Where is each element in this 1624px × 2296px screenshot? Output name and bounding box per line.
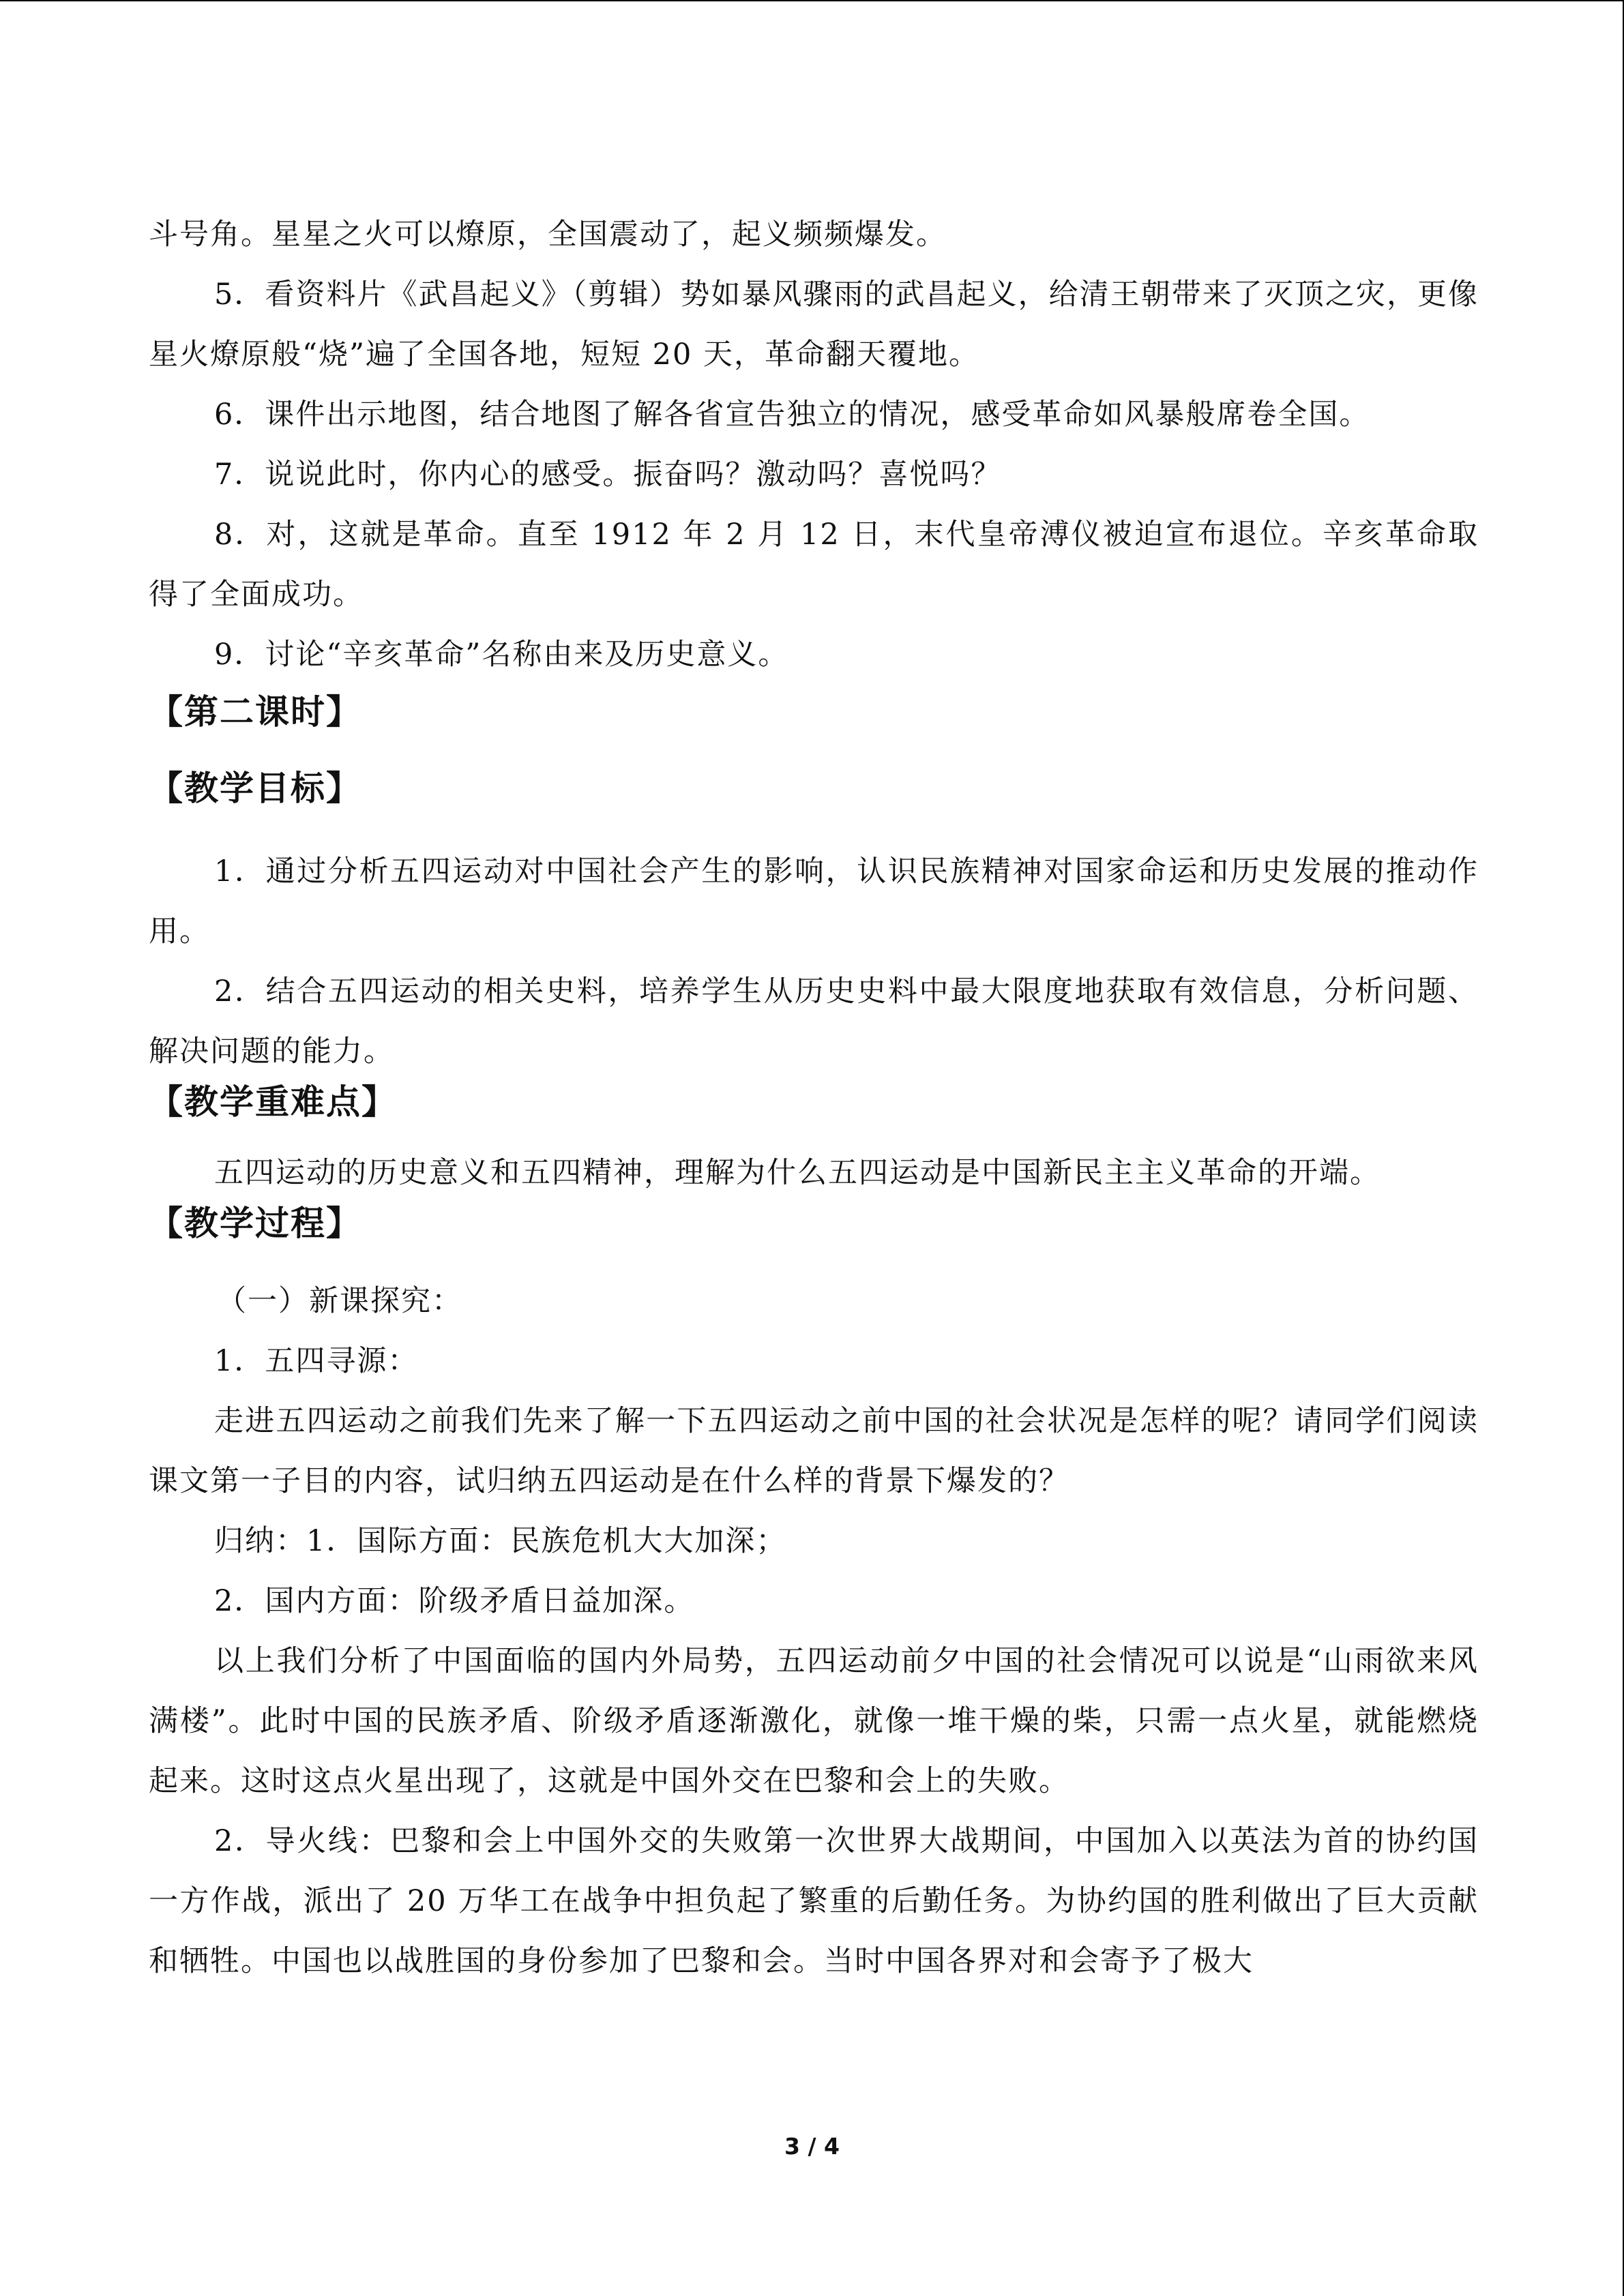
- paragraph-item-6: 6．课件出示地图，结合地图了解各省宣告独立的情况，感受革命如风暴般席卷全国。: [214, 398, 1370, 432]
- heading-second-lesson: 【第二课时】: [149, 692, 361, 732]
- paragraph-item-8: 8．对，这就是革命。直至 1912 年 2 月 12 日，末代皇帝溥仪被迫宣布退位。辛亥革命取得了全面成功。: [149, 518, 1479, 612]
- heading-teaching-goals: 【教学目标】: [149, 769, 361, 808]
- process-item-1: 1．五四寻源：: [214, 1344, 419, 1378]
- process-summary-2: 2．国内方面：阶级矛盾日益加深。: [214, 1584, 695, 1618]
- goal-item-2: 2．结合五四运动的相关史料，培养学生从历史史料中最大限度地获取有效信息，分析问题、解决问题的能力。: [149, 974, 1479, 1069]
- process-summary-1: 归纳：1．国际方面：民族危机大大加深；: [214, 1524, 787, 1558]
- paragraph-item-9: 9．讨论“辛亥革命”名称由来及历史意义。: [214, 638, 789, 672]
- paragraph-continuation: 斗号角。星星之火可以燎原，全国震动了，起义频频爆发。: [149, 218, 947, 252]
- heading-key-points: 【教学重难点】: [149, 1082, 397, 1122]
- key-points-text: 五四运动的历史意义和五四精神，理解为什么五四运动是中国新民主主义革命的开端。: [214, 1156, 1381, 1190]
- process-intro: 走进五四运动之前我们先来了解一下五四运动之前中国的社会状况是怎样的呢？请同学们阅读课文第一子目的内容，试归纳五四运动是在什么样的背景下爆发的？: [149, 1404, 1479, 1498]
- heading-teaching-process: 【教学过程】: [149, 1204, 361, 1243]
- document-body: [149, 205, 1479, 1991]
- process-item-2: 2．导火线：巴黎和会上中国外交的失败第一次世界大战期间，中国加入以英法为首的协约国一方作战，派出了 20 万华工在战争中担负起了繁重的后勤任务。为协约国的胜利做出了巨大贡献和牺牲。中国也以战胜国的身份参加了巴黎和会。当时中国各界对和会寄予了极大: [149, 1824, 1479, 1978]
- page-number: 3 / 4: [784, 2133, 840, 2160]
- goal-item-1: 1．通过分析五四运动对中国社会产生的影响，认识民族精神对国家命运和历史发展的推动作用。: [149, 854, 1479, 949]
- paragraph-item-7: 7．说说此时，你内心的感受。振奋吗？激动吗？喜悦吗？: [214, 458, 1002, 492]
- paragraph-item-5: 5．看资料片《武昌起义》（剪辑）势如暴风骤雨的武昌起义，给清王朝带来了灭顶之灾，更像星火燎原般“烧”遍了全国各地，短短 20 天，革命翻天覆地。: [149, 278, 1479, 372]
- process-section-1: （一）新课探究：: [217, 1284, 462, 1318]
- process-analysis: 以上我们分析了中国面临的国内外局势，五四运动前夕中国的社会情况可以说是“山雨欲来风满楼”。此时中国的民族矛盾、阶级矛盾逐渐激化，就像一堆干燥的柴，只需一点火星，就能燃烧起来。这时这点火星出现了，这就是中国外交在巴黎和会上的失败。: [149, 1644, 1479, 1798]
